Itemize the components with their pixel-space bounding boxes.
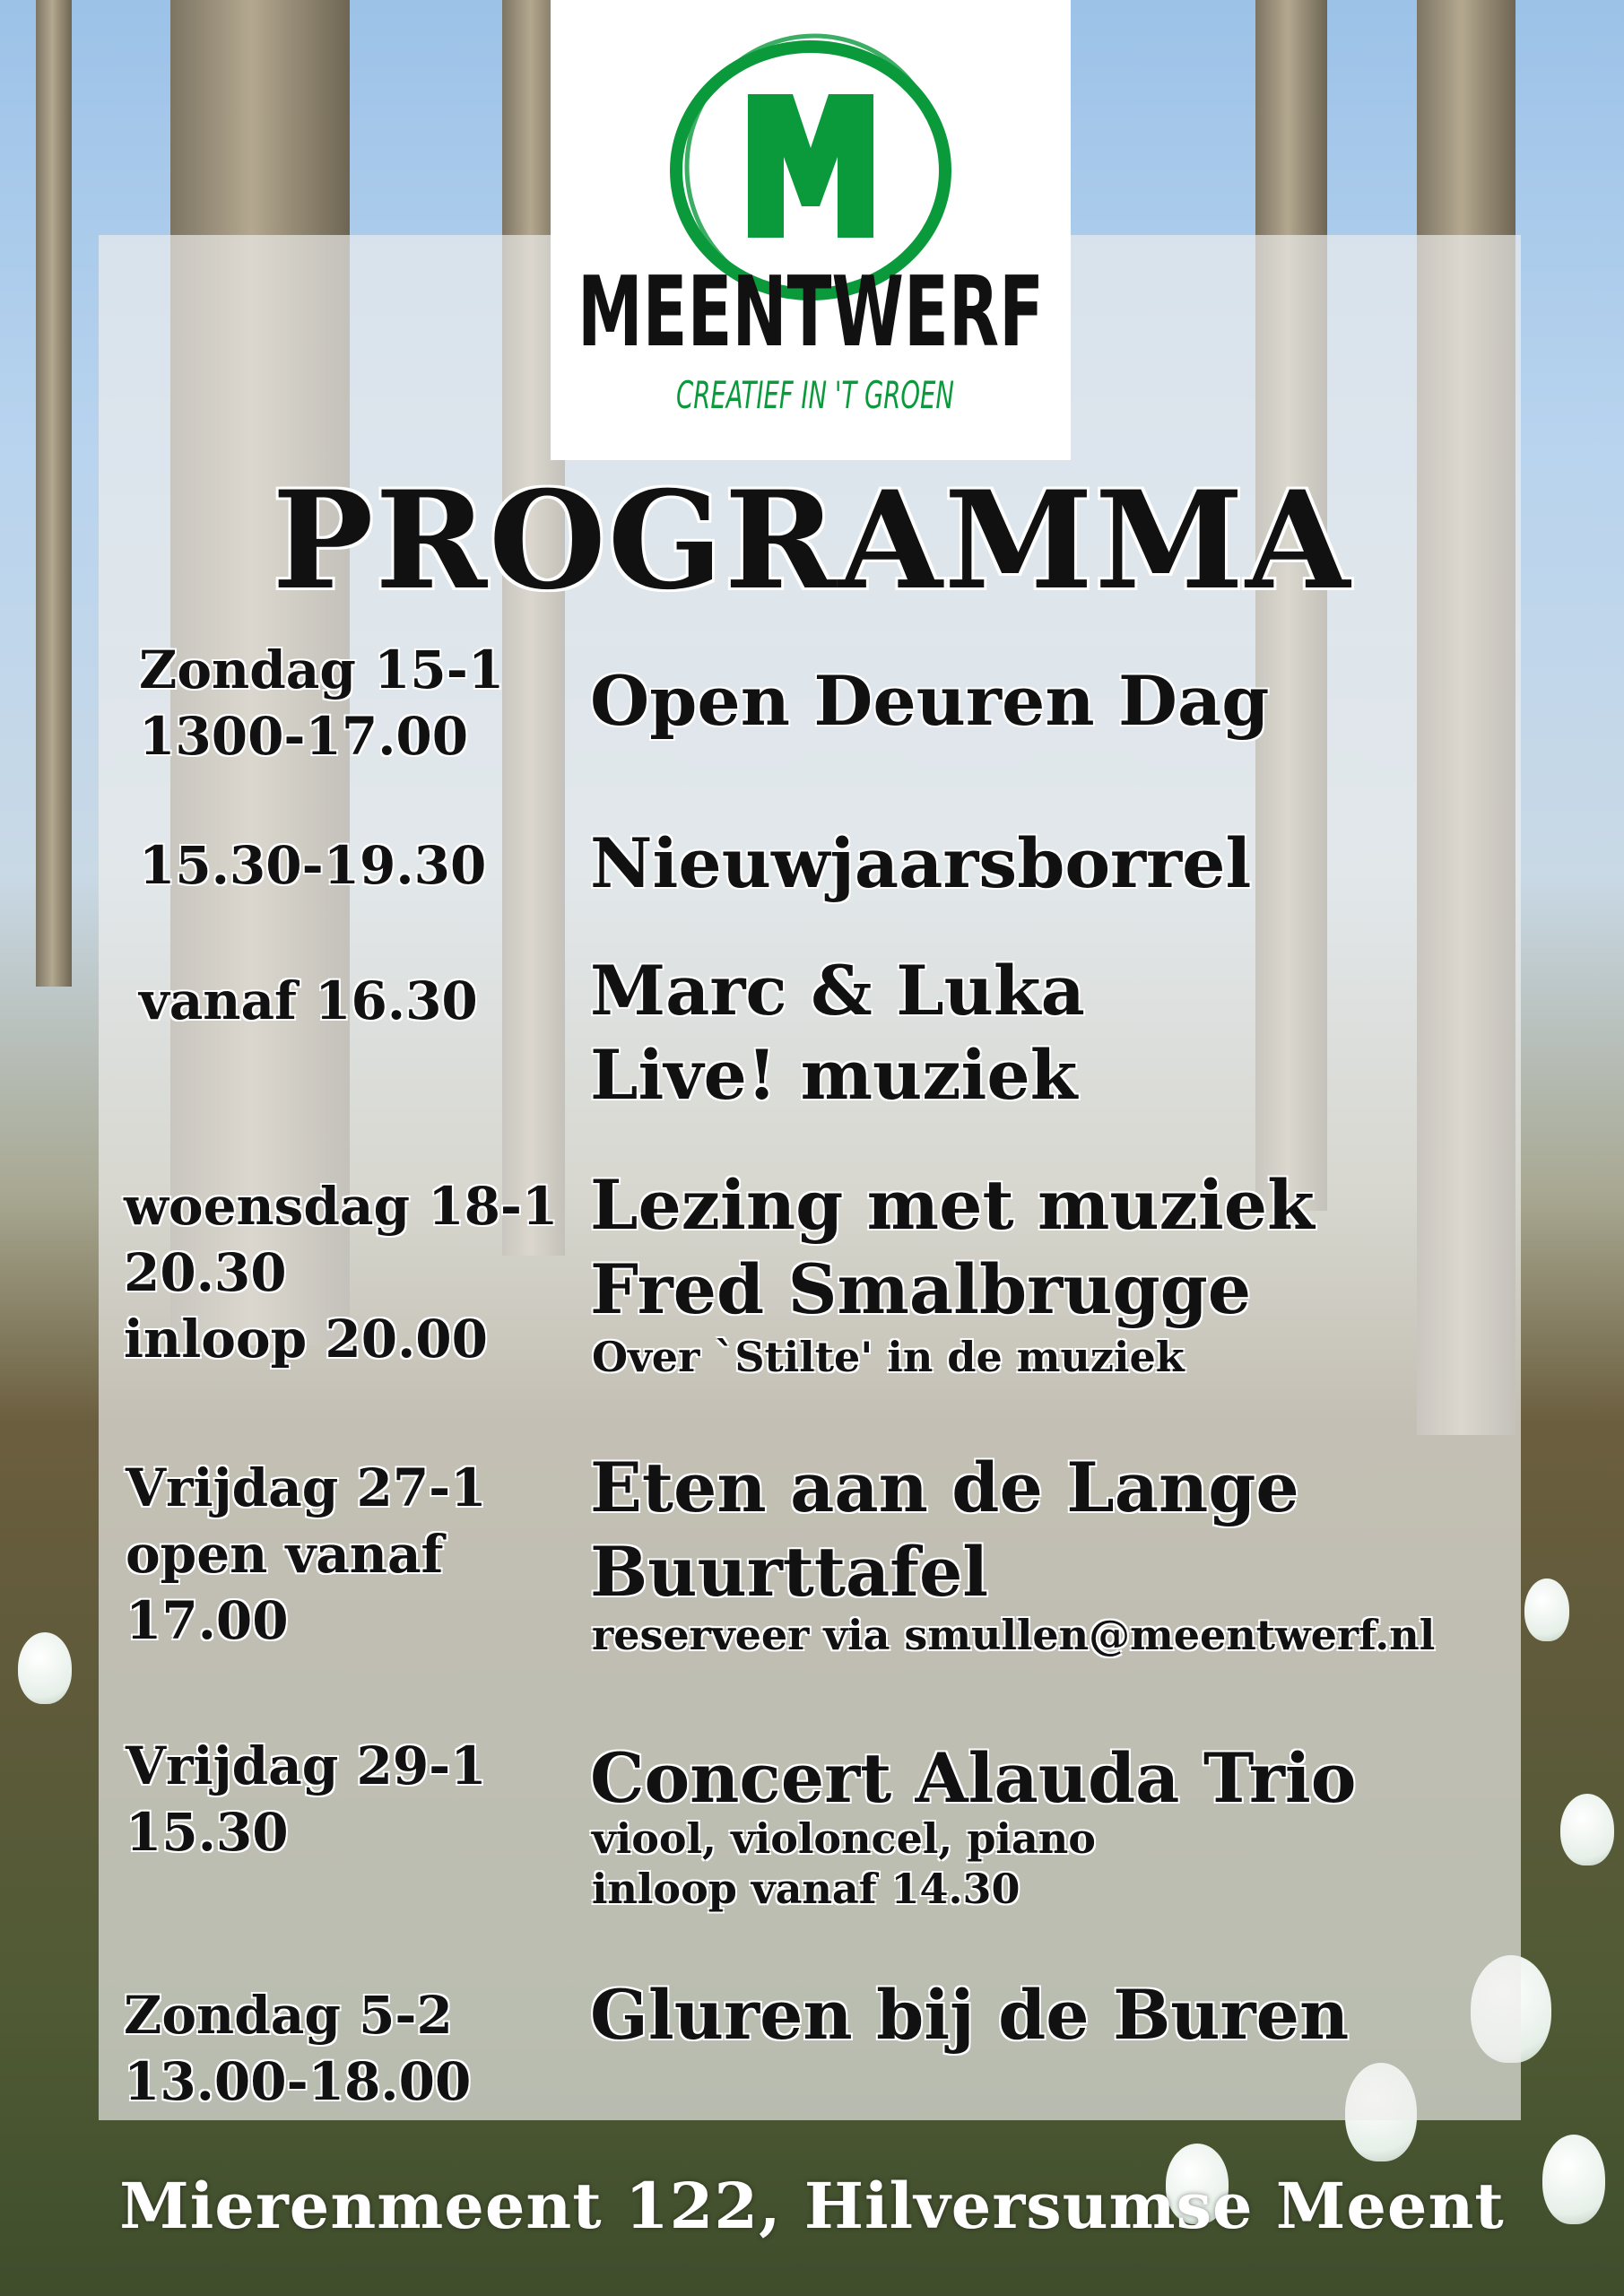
event-title-line: Lezing met muziek xyxy=(590,1165,1315,1245)
event-title xyxy=(590,1736,1356,1821)
event-title xyxy=(590,1973,1349,2057)
event-title xyxy=(590,822,1251,906)
snowdrop-flower xyxy=(1560,1794,1614,1866)
event-subtitle-line: viool, violoncel, piano xyxy=(592,1814,1096,1863)
event-title xyxy=(590,949,1085,1118)
event-title-line: Nieuwjaarsborrel xyxy=(590,823,1252,903)
event-title xyxy=(590,1446,1299,1614)
event-date-line: open vanaf xyxy=(126,1524,444,1585)
event-title-line: Fred Smalbrugge xyxy=(590,1249,1252,1329)
event-date-line: 1300-17.00 xyxy=(139,706,469,767)
event-title xyxy=(590,1163,1315,1332)
event-date xyxy=(124,1173,558,1372)
event-subtitle xyxy=(592,1813,1096,1914)
event-date-line: vanaf 16.30 xyxy=(139,970,478,1031)
event-title-line: Concert Alauda Trio xyxy=(590,1738,1357,1818)
event-subtitle-line: inloop vanaf 14.30 xyxy=(592,1865,1020,1913)
logo xyxy=(551,0,1071,460)
event-date-line: 13.00-18.00 xyxy=(124,2051,472,2112)
event-date-line: 15.30-19.30 xyxy=(139,835,487,896)
page-title: PROGRAMMA xyxy=(272,462,1352,620)
event-title xyxy=(590,659,1269,744)
event-date xyxy=(139,832,486,899)
event-title-line: Buurttafel xyxy=(590,1532,989,1612)
event-subtitle xyxy=(592,1332,1185,1382)
logo-graphic xyxy=(551,0,1071,460)
event-date xyxy=(124,1982,471,2115)
event-title-line: Eten aan de Lange xyxy=(590,1448,1299,1527)
event-date-line: 15.30 xyxy=(126,1802,289,1863)
snowdrop-flower xyxy=(1524,1578,1569,1641)
event-date-line: Vrijdag 29-1 xyxy=(126,1735,487,1796)
event-date xyxy=(126,1455,487,1654)
event-subtitle-line: reserveer via smullen@meentwerf.nl xyxy=(592,1611,1436,1659)
event-title-line: Marc & Luka xyxy=(590,951,1085,1031)
logo-brand-text: MEENTWERF xyxy=(578,257,1044,369)
event-title-line: Open Deuren Dag xyxy=(590,661,1270,741)
event-date-line: Vrijdag 27-1 xyxy=(126,1457,487,1518)
event-date xyxy=(139,637,504,770)
event-date xyxy=(126,1733,487,1866)
event-subtitle xyxy=(592,1610,1435,1660)
event-date xyxy=(139,968,478,1034)
logo-monogram xyxy=(748,94,873,238)
event-date-line: woensdag 18-1 xyxy=(124,1176,559,1237)
logo-tagline: CREATIEF IN 'T GROEN xyxy=(676,373,954,417)
event-date-line: 17.00 xyxy=(126,1590,289,1651)
event-date-line: Zondag 15-1 xyxy=(139,639,505,700)
snowdrop-flower xyxy=(18,1632,72,1704)
address-footer: Mierenmeent 122, Hilversumse Meent xyxy=(119,2169,1505,2243)
event-subtitle-line: Over `Stilte' in de muziek xyxy=(592,1333,1185,1381)
event-date-line: Zondag 5-2 xyxy=(124,1985,453,2046)
event-date-line: inloop 20.00 xyxy=(124,1309,488,1370)
event-title-line: Live! muziek xyxy=(590,1035,1078,1115)
event-title-line: Gluren bij de Buren xyxy=(590,1975,1350,2055)
event-date-line: 20.30 xyxy=(124,1242,287,1303)
